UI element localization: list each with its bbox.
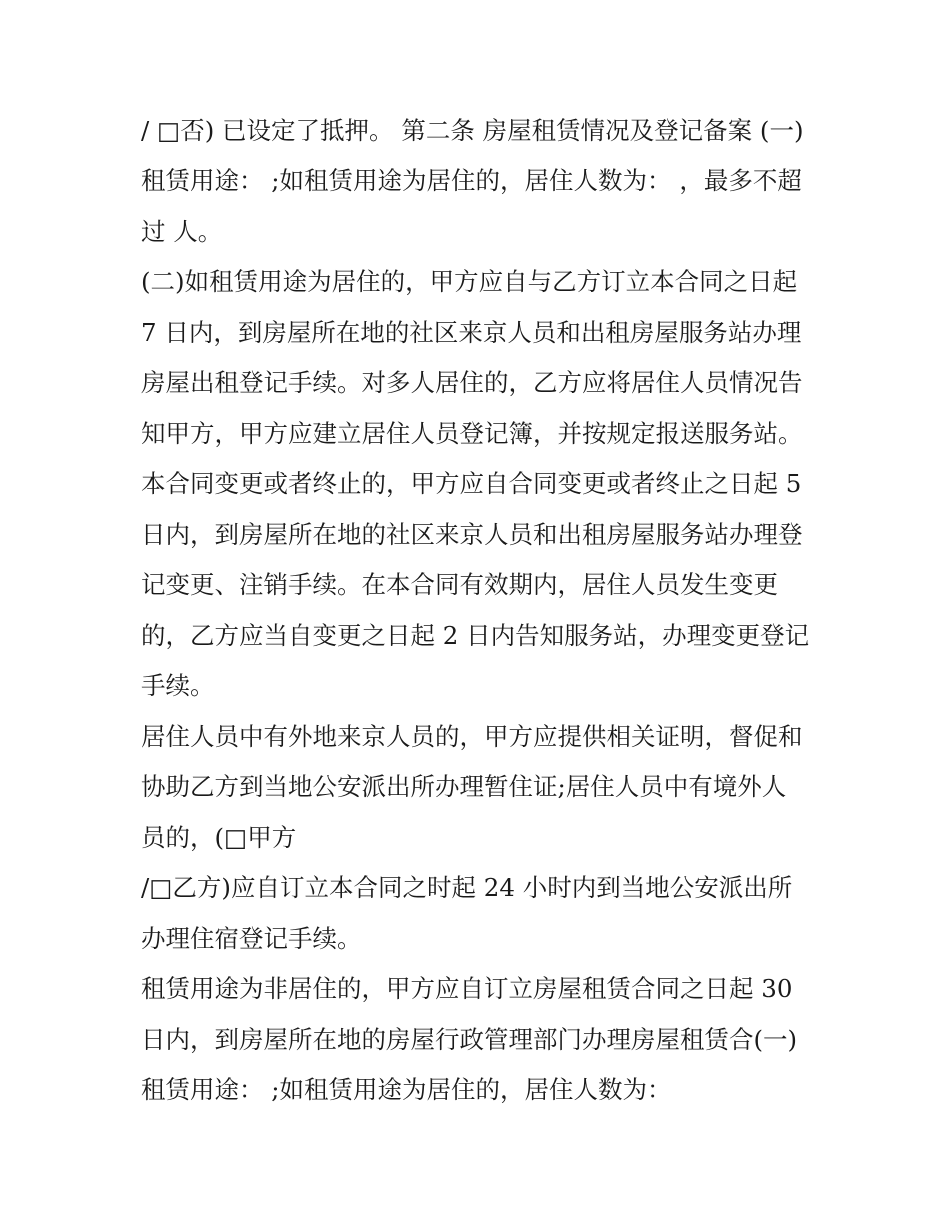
text-line: 租赁用途： ;如租赁用途为居住的，居住人数为： [141,1075,672,1104]
text-line: (二)如租赁用途为居住的，甲方应自与乙方订立本合同之日起 [141,267,798,296]
text-line: 手续。 [141,671,215,700]
text-line: / □否) 已设定了抵押。 第二条 房屋租赁情况及登记备案 (一) [141,116,804,145]
text-line: 的，乙方应当自变更之日起 2 日内告知服务站，办理变更登记 [141,621,810,650]
text-line: 本合同变更或者终止的，甲方应自合同变更或者终止之日起 5 [141,469,802,498]
text-line: 办理住宿登记手续。 [141,924,362,953]
text-line: 租赁用途： ;如租赁用途为居住的，居住人数为： ，最多不超 [141,166,802,195]
text-line: 居住人员中有外地来京人员的，甲方应提供相关证明，督促和 [141,722,803,751]
text-line: /□乙方)应自订立本合同之时起 24 小时内到当地公安派出所 [141,873,793,902]
text-line: 员的，(□甲方 [141,823,297,852]
text-line: 7 日内，到房屋所在地的社区来京人员和出租房屋服务站办理 [141,318,802,347]
text-line: 日内，到房屋所在地的房屋行政管理部门办理房屋租赁合(一) [141,1025,798,1054]
text-line: 租赁用途为非居住的，甲方应自订立房屋租赁合同之日起 30 [141,974,793,1003]
text-line: 协助乙方到当地公安派出所办理暂住证;居住人员中有境外人 [141,772,787,801]
text-line: 房屋出租登记手续。对多人居住的，乙方应将居住人员情况告 [141,368,803,397]
text-line: 过 人。 [141,217,223,246]
text-line: 记变更、注销手续。在本合同有效期内，居住人员发生变更 [141,570,778,599]
text-line: 日内，到房屋所在地的社区来京人员和出租房屋服务站办理登 [141,520,803,549]
text-line: 知甲方，甲方应建立居住人员登记簿，并按规定报送服务站。 [141,419,803,448]
